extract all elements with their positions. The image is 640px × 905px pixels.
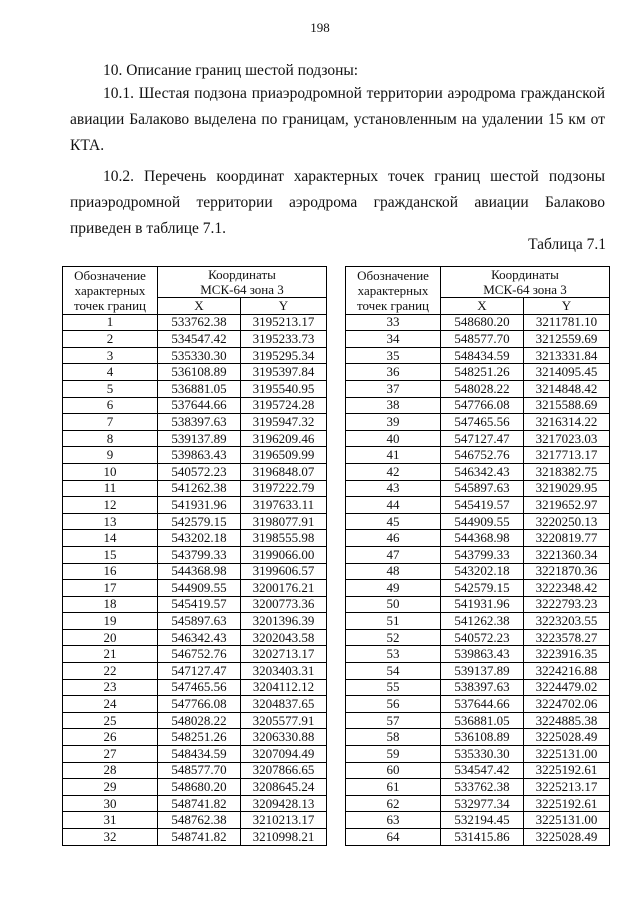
table-row: [346, 563, 610, 580]
x-coordinate-cell: 543799.33: [158, 546, 241, 563]
paragraph-10-2: 10.2. Перечень координат характерных точек границ шестой подзоны приаэродромной территории аэродрома гражданской авиации Балаково приведен в таблице 7.1.: [70, 168, 605, 237]
table-right-body: [346, 314, 610, 845]
table-row: [346, 795, 610, 812]
y-coordinate-cell: 3209428.13: [241, 795, 327, 812]
table-row: [346, 712, 610, 729]
table-caption: Таблица 7.1: [528, 236, 606, 253]
table-left-body: [63, 314, 327, 845]
table-row: [346, 679, 610, 696]
y-coordinate-cell: 3219029.95: [524, 480, 610, 497]
header-x: X: [441, 298, 524, 315]
x-coordinate-cell: 534547.42: [441, 762, 524, 779]
y-coordinate-cell: 3206330.88: [241, 729, 327, 746]
x-coordinate-cell: 537644.66: [158, 397, 241, 414]
y-coordinate-cell: 3225028.49: [524, 729, 610, 746]
point-number-cell: 48: [346, 563, 441, 580]
y-coordinate-cell: 3200773.36: [241, 596, 327, 613]
point-number-cell: 1: [63, 314, 158, 331]
y-coordinate-cell: 3225131.00: [524, 746, 610, 763]
header-point-line3: точек границ: [73, 297, 147, 313]
y-coordinate-cell: 3225213.17: [524, 779, 610, 796]
table-row: [63, 414, 327, 431]
y-coordinate-cell: 3195233.73: [241, 331, 327, 348]
point-number-cell: 3: [63, 347, 158, 364]
y-coordinate-cell: 3202043.58: [241, 629, 327, 646]
point-number-cell: 35: [346, 347, 441, 364]
x-coordinate-cell: 541262.38: [158, 480, 241, 497]
x-coordinate-cell: 532194.45: [441, 812, 524, 829]
y-coordinate-cell: 3200176.21: [241, 580, 327, 597]
table-row: [63, 563, 327, 580]
table-row: [346, 779, 610, 796]
table-row: [346, 729, 610, 746]
point-number-cell: 11: [63, 480, 158, 497]
table-row: [63, 696, 327, 713]
x-coordinate-cell: 537644.66: [441, 696, 524, 713]
x-coordinate-cell: 539863.43: [441, 646, 524, 663]
x-coordinate-cell: 543799.33: [441, 546, 524, 563]
header-y: Y: [241, 298, 327, 315]
y-coordinate-cell: 3217023.03: [524, 430, 610, 447]
table-row: [63, 513, 327, 530]
y-coordinate-cell: 3225192.61: [524, 762, 610, 779]
y-coordinate-cell: 3210998.21: [241, 829, 327, 846]
x-coordinate-cell: 545419.57: [158, 596, 241, 613]
table-row: [63, 646, 327, 663]
x-coordinate-cell: 541931.96: [441, 596, 524, 613]
point-number-cell: 17: [63, 580, 158, 597]
x-coordinate-cell: 539863.43: [158, 447, 241, 464]
table-row: [63, 380, 327, 397]
x-coordinate-cell: 546342.43: [441, 463, 524, 480]
table-row: [63, 663, 327, 680]
table-row: [346, 829, 610, 846]
x-coordinate-cell: 548680.20: [441, 314, 524, 331]
y-coordinate-cell: 3217713.17: [524, 447, 610, 464]
point-number-cell: 62: [346, 795, 441, 812]
x-coordinate-cell: 536108.89: [441, 729, 524, 746]
x-coordinate-cell: 541262.38: [441, 613, 524, 630]
point-number-cell: 6: [63, 397, 158, 414]
x-coordinate-cell: 548762.38: [158, 812, 241, 829]
header-y: Y: [524, 298, 610, 315]
point-number-cell: 63: [346, 812, 441, 829]
y-coordinate-cell: 3204112.12: [241, 679, 327, 696]
coordinates-table-left: [62, 266, 327, 846]
x-coordinate-cell: 548251.26: [441, 364, 524, 381]
y-coordinate-cell: 3214848.42: [524, 380, 610, 397]
x-coordinate-cell: 546752.76: [441, 447, 524, 464]
y-coordinate-cell: 3196209.46: [241, 430, 327, 447]
x-coordinate-cell: 547766.08: [441, 397, 524, 414]
x-coordinate-cell: 538397.63: [158, 414, 241, 431]
point-number-cell: 56: [346, 696, 441, 713]
table-row: [346, 696, 610, 713]
table-row: [346, 596, 610, 613]
table-row: [63, 762, 327, 779]
point-number-cell: 59: [346, 746, 441, 763]
x-coordinate-cell: 547766.08: [158, 696, 241, 713]
page-number: 198: [310, 20, 330, 35]
point-number-cell: 51: [346, 613, 441, 630]
y-coordinate-cell: 3202713.17: [241, 646, 327, 663]
x-coordinate-cell: 547127.47: [158, 663, 241, 680]
y-coordinate-cell: 3197633.11: [241, 497, 327, 514]
x-coordinate-cell: 548434.59: [441, 347, 524, 364]
point-number-cell: 5: [63, 380, 158, 397]
y-coordinate-cell: 3222348.42: [524, 580, 610, 597]
x-coordinate-cell: 543202.18: [441, 563, 524, 580]
y-coordinate-cell: 3199606.57: [241, 563, 327, 580]
header-point-designation: [63, 267, 158, 315]
header-coordinates: [441, 267, 610, 298]
header-coords-line2: МСК-64 зона 3: [483, 282, 567, 297]
x-coordinate-cell: 548028.22: [441, 380, 524, 397]
x-coordinate-cell: 533762.38: [441, 779, 524, 796]
table-row: [346, 762, 610, 779]
table-row: [346, 497, 610, 514]
point-number-cell: 54: [346, 663, 441, 680]
y-coordinate-cell: 3224885.38: [524, 712, 610, 729]
point-number-cell: 49: [346, 580, 441, 597]
y-coordinate-cell: 3222793.23: [524, 596, 610, 613]
point-number-cell: 24: [63, 696, 158, 713]
table-row: [63, 447, 327, 464]
point-number-cell: 61: [346, 779, 441, 796]
point-number-cell: 55: [346, 679, 441, 696]
coordinates-table-right: [345, 266, 610, 846]
table-row: [63, 463, 327, 480]
y-coordinate-cell: 3208645.24: [241, 779, 327, 796]
y-coordinate-cell: 3203403.31: [241, 663, 327, 680]
point-number-cell: 50: [346, 596, 441, 613]
table-row: [63, 331, 327, 348]
table-row: [346, 380, 610, 397]
x-coordinate-cell: 545897.63: [441, 480, 524, 497]
y-coordinate-cell: 3218382.75: [524, 463, 610, 480]
point-number-cell: 10: [63, 463, 158, 480]
table-row: [346, 646, 610, 663]
header-point-line2: характерных: [74, 282, 146, 298]
point-number-cell: 33: [346, 314, 441, 331]
table-row: [346, 331, 610, 348]
point-number-cell: 38: [346, 397, 441, 414]
table-row: [346, 746, 610, 763]
y-coordinate-cell: 3197222.79: [241, 480, 327, 497]
header-x: X: [158, 298, 241, 315]
x-coordinate-cell: 548251.26: [158, 729, 241, 746]
point-number-cell: 29: [63, 779, 158, 796]
table-row: [346, 812, 610, 829]
x-coordinate-cell: 546342.43: [158, 629, 241, 646]
y-coordinate-cell: 3220819.77: [524, 530, 610, 547]
table-row: [63, 397, 327, 414]
x-coordinate-cell: 544909.55: [441, 513, 524, 530]
point-number-cell: 23: [63, 679, 158, 696]
point-number-cell: 30: [63, 795, 158, 812]
x-coordinate-cell: 544909.55: [158, 580, 241, 597]
point-number-cell: 37: [346, 380, 441, 397]
y-coordinate-cell: 3224479.02: [524, 679, 610, 696]
header-coordinates: [158, 267, 327, 298]
x-coordinate-cell: 544368.98: [441, 530, 524, 547]
table-row: [346, 347, 610, 364]
point-number-cell: 20: [63, 629, 158, 646]
x-coordinate-cell: 544368.98: [158, 563, 241, 580]
point-number-cell: 45: [346, 513, 441, 530]
table-row: [63, 546, 327, 563]
x-coordinate-cell: 548434.59: [158, 746, 241, 763]
point-number-cell: 8: [63, 430, 158, 447]
x-coordinate-cell: 548680.20: [158, 779, 241, 796]
x-coordinate-cell: 536881.05: [158, 380, 241, 397]
table-row: [346, 314, 610, 331]
y-coordinate-cell: 3204837.65: [241, 696, 327, 713]
x-coordinate-cell: 545419.57: [441, 497, 524, 514]
point-number-cell: 15: [63, 546, 158, 563]
header-coords-line1: Координаты: [208, 267, 276, 282]
table-row: [346, 430, 610, 447]
y-coordinate-cell: 3207866.65: [241, 762, 327, 779]
table-row: [346, 364, 610, 381]
table-row: [346, 480, 610, 497]
table-row: [63, 812, 327, 829]
point-number-cell: 9: [63, 447, 158, 464]
y-coordinate-cell: 3219652.97: [524, 497, 610, 514]
x-coordinate-cell: 538397.63: [441, 679, 524, 696]
paragraph-10-1: 10.1. Шестая подзона приаэродромной территории аэродрома гражданской авиации Балаково выделена по границам, установленным на удалении 15 км от КТА.: [70, 85, 605, 154]
y-coordinate-cell: 3223916.35: [524, 646, 610, 663]
point-number-cell: 26: [63, 729, 158, 746]
x-coordinate-cell: 548577.70: [441, 331, 524, 348]
x-coordinate-cell: 534547.42: [158, 331, 241, 348]
point-number-cell: 44: [346, 497, 441, 514]
x-coordinate-cell: 547127.47: [441, 430, 524, 447]
x-coordinate-cell: 536108.89: [158, 364, 241, 381]
point-number-cell: 60: [346, 762, 441, 779]
x-coordinate-cell: 540572.23: [158, 463, 241, 480]
x-coordinate-cell: 548577.70: [158, 762, 241, 779]
table-row: [346, 613, 610, 630]
header-point-designation: [346, 267, 441, 315]
header-point-line1: Обозначение: [74, 267, 146, 283]
x-coordinate-cell: 539137.89: [441, 663, 524, 680]
point-number-cell: 46: [346, 530, 441, 547]
y-coordinate-cell: 3225131.00: [524, 812, 610, 829]
point-number-cell: 52: [346, 629, 441, 646]
y-coordinate-cell: 3224702.06: [524, 696, 610, 713]
x-coordinate-cell: 548028.22: [158, 712, 241, 729]
table-row: [63, 580, 327, 597]
y-coordinate-cell: 3212559.69: [524, 331, 610, 348]
header-coords-line2: МСК-64 зона 3: [200, 282, 284, 297]
y-coordinate-cell: 3195540.95: [241, 380, 327, 397]
table-row: [63, 596, 327, 613]
point-number-cell: 14: [63, 530, 158, 547]
x-coordinate-cell: 548741.82: [158, 795, 241, 812]
y-coordinate-cell: 3221870.36: [524, 563, 610, 580]
point-number-cell: 57: [346, 712, 441, 729]
y-coordinate-cell: 3195724.28: [241, 397, 327, 414]
table-row: [63, 480, 327, 497]
x-coordinate-cell: 547465.56: [158, 679, 241, 696]
table-row: [346, 447, 610, 464]
point-number-cell: 58: [346, 729, 441, 746]
table-row: [346, 530, 610, 547]
point-number-cell: 19: [63, 613, 158, 630]
section-heading: 10. Описание границ шестой подзоны:: [103, 62, 359, 79]
y-coordinate-cell: 3207094.49: [241, 746, 327, 763]
y-coordinate-cell: 3195213.17: [241, 314, 327, 331]
x-coordinate-cell: 542579.15: [441, 580, 524, 597]
point-number-cell: 12: [63, 497, 158, 514]
point-number-cell: 40: [346, 430, 441, 447]
point-number-cell: 53: [346, 646, 441, 663]
table-row: [63, 314, 327, 331]
x-coordinate-cell: 533762.38: [158, 314, 241, 331]
table-row: [346, 414, 610, 431]
table-row: [346, 397, 610, 414]
y-coordinate-cell: 3198555.98: [241, 530, 327, 547]
y-coordinate-cell: 3223578.27: [524, 629, 610, 646]
x-coordinate-cell: 542579.15: [158, 513, 241, 530]
table-row: [63, 829, 327, 846]
header-point-line1: Обозначение: [357, 267, 429, 283]
table-row: [63, 779, 327, 796]
table-row: [63, 679, 327, 696]
table-row: [63, 530, 327, 547]
point-number-cell: 13: [63, 513, 158, 530]
point-number-cell: 16: [63, 563, 158, 580]
x-coordinate-cell: 547465.56: [441, 414, 524, 431]
y-coordinate-cell: 3215588.69: [524, 397, 610, 414]
x-coordinate-cell: 540572.23: [441, 629, 524, 646]
y-coordinate-cell: 3195947.32: [241, 414, 327, 431]
table-row: [63, 629, 327, 646]
x-coordinate-cell: 535330.30: [158, 347, 241, 364]
table-row: [63, 613, 327, 630]
table-row: [346, 546, 610, 563]
point-number-cell: 64: [346, 829, 441, 846]
table-row: [63, 364, 327, 381]
y-coordinate-cell: 3195397.84: [241, 364, 327, 381]
point-number-cell: 2: [63, 331, 158, 348]
point-number-cell: 25: [63, 712, 158, 729]
x-coordinate-cell: 532977.34: [441, 795, 524, 812]
point-number-cell: 39: [346, 414, 441, 431]
table-row: [346, 629, 610, 646]
y-coordinate-cell: 3214095.45: [524, 364, 610, 381]
y-coordinate-cell: 3196848.07: [241, 463, 327, 480]
table-row: [346, 580, 610, 597]
y-coordinate-cell: 3221360.34: [524, 546, 610, 563]
y-coordinate-cell: 3201396.39: [241, 613, 327, 630]
y-coordinate-cell: 3213331.84: [524, 347, 610, 364]
y-coordinate-cell: 3205577.91: [241, 712, 327, 729]
y-coordinate-cell: 3216314.22: [524, 414, 610, 431]
table-row: [63, 347, 327, 364]
y-coordinate-cell: 3199066.00: [241, 546, 327, 563]
point-number-cell: 43: [346, 480, 441, 497]
x-coordinate-cell: 539137.89: [158, 430, 241, 447]
y-coordinate-cell: 3223203.55: [524, 613, 610, 630]
header-coords-line1: Координаты: [491, 267, 559, 282]
x-coordinate-cell: 536881.05: [441, 712, 524, 729]
y-coordinate-cell: 3210213.17: [241, 812, 327, 829]
point-number-cell: 36: [346, 364, 441, 381]
header-point-line3: точек границ: [356, 297, 430, 313]
point-number-cell: 21: [63, 646, 158, 663]
point-number-cell: 28: [63, 762, 158, 779]
table-row: [63, 729, 327, 746]
table-row: [346, 513, 610, 530]
header-point-line2: характерных: [357, 282, 429, 298]
point-number-cell: 7: [63, 414, 158, 431]
y-coordinate-cell: 3196509.99: [241, 447, 327, 464]
y-coordinate-cell: 3220250.13: [524, 513, 610, 530]
x-coordinate-cell: 548741.82: [158, 829, 241, 846]
x-coordinate-cell: 531415.86: [441, 829, 524, 846]
y-coordinate-cell: 3225028.49: [524, 829, 610, 846]
point-number-cell: 27: [63, 746, 158, 763]
table-row: [63, 430, 327, 447]
point-number-cell: 47: [346, 546, 441, 563]
point-number-cell: 32: [63, 829, 158, 846]
y-coordinate-cell: 3225192.61: [524, 795, 610, 812]
table-row: [63, 746, 327, 763]
table-row: [346, 663, 610, 680]
point-number-cell: 4: [63, 364, 158, 381]
x-coordinate-cell: 543202.18: [158, 530, 241, 547]
table-row: [63, 712, 327, 729]
point-number-cell: 31: [63, 812, 158, 829]
y-coordinate-cell: 3224216.88: [524, 663, 610, 680]
table-row: [63, 795, 327, 812]
x-coordinate-cell: 545897.63: [158, 613, 241, 630]
table-row: [63, 497, 327, 514]
y-coordinate-cell: 3211781.10: [524, 314, 610, 331]
point-number-cell: 41: [346, 447, 441, 464]
point-number-cell: 42: [346, 463, 441, 480]
x-coordinate-cell: 535330.30: [441, 746, 524, 763]
point-number-cell: 34: [346, 331, 441, 348]
point-number-cell: 18: [63, 596, 158, 613]
point-number-cell: 22: [63, 663, 158, 680]
x-coordinate-cell: 546752.76: [158, 646, 241, 663]
table-row: [346, 463, 610, 480]
y-coordinate-cell: 3195295.34: [241, 347, 327, 364]
x-coordinate-cell: 541931.96: [158, 497, 241, 514]
y-coordinate-cell: 3198077.91: [241, 513, 327, 530]
